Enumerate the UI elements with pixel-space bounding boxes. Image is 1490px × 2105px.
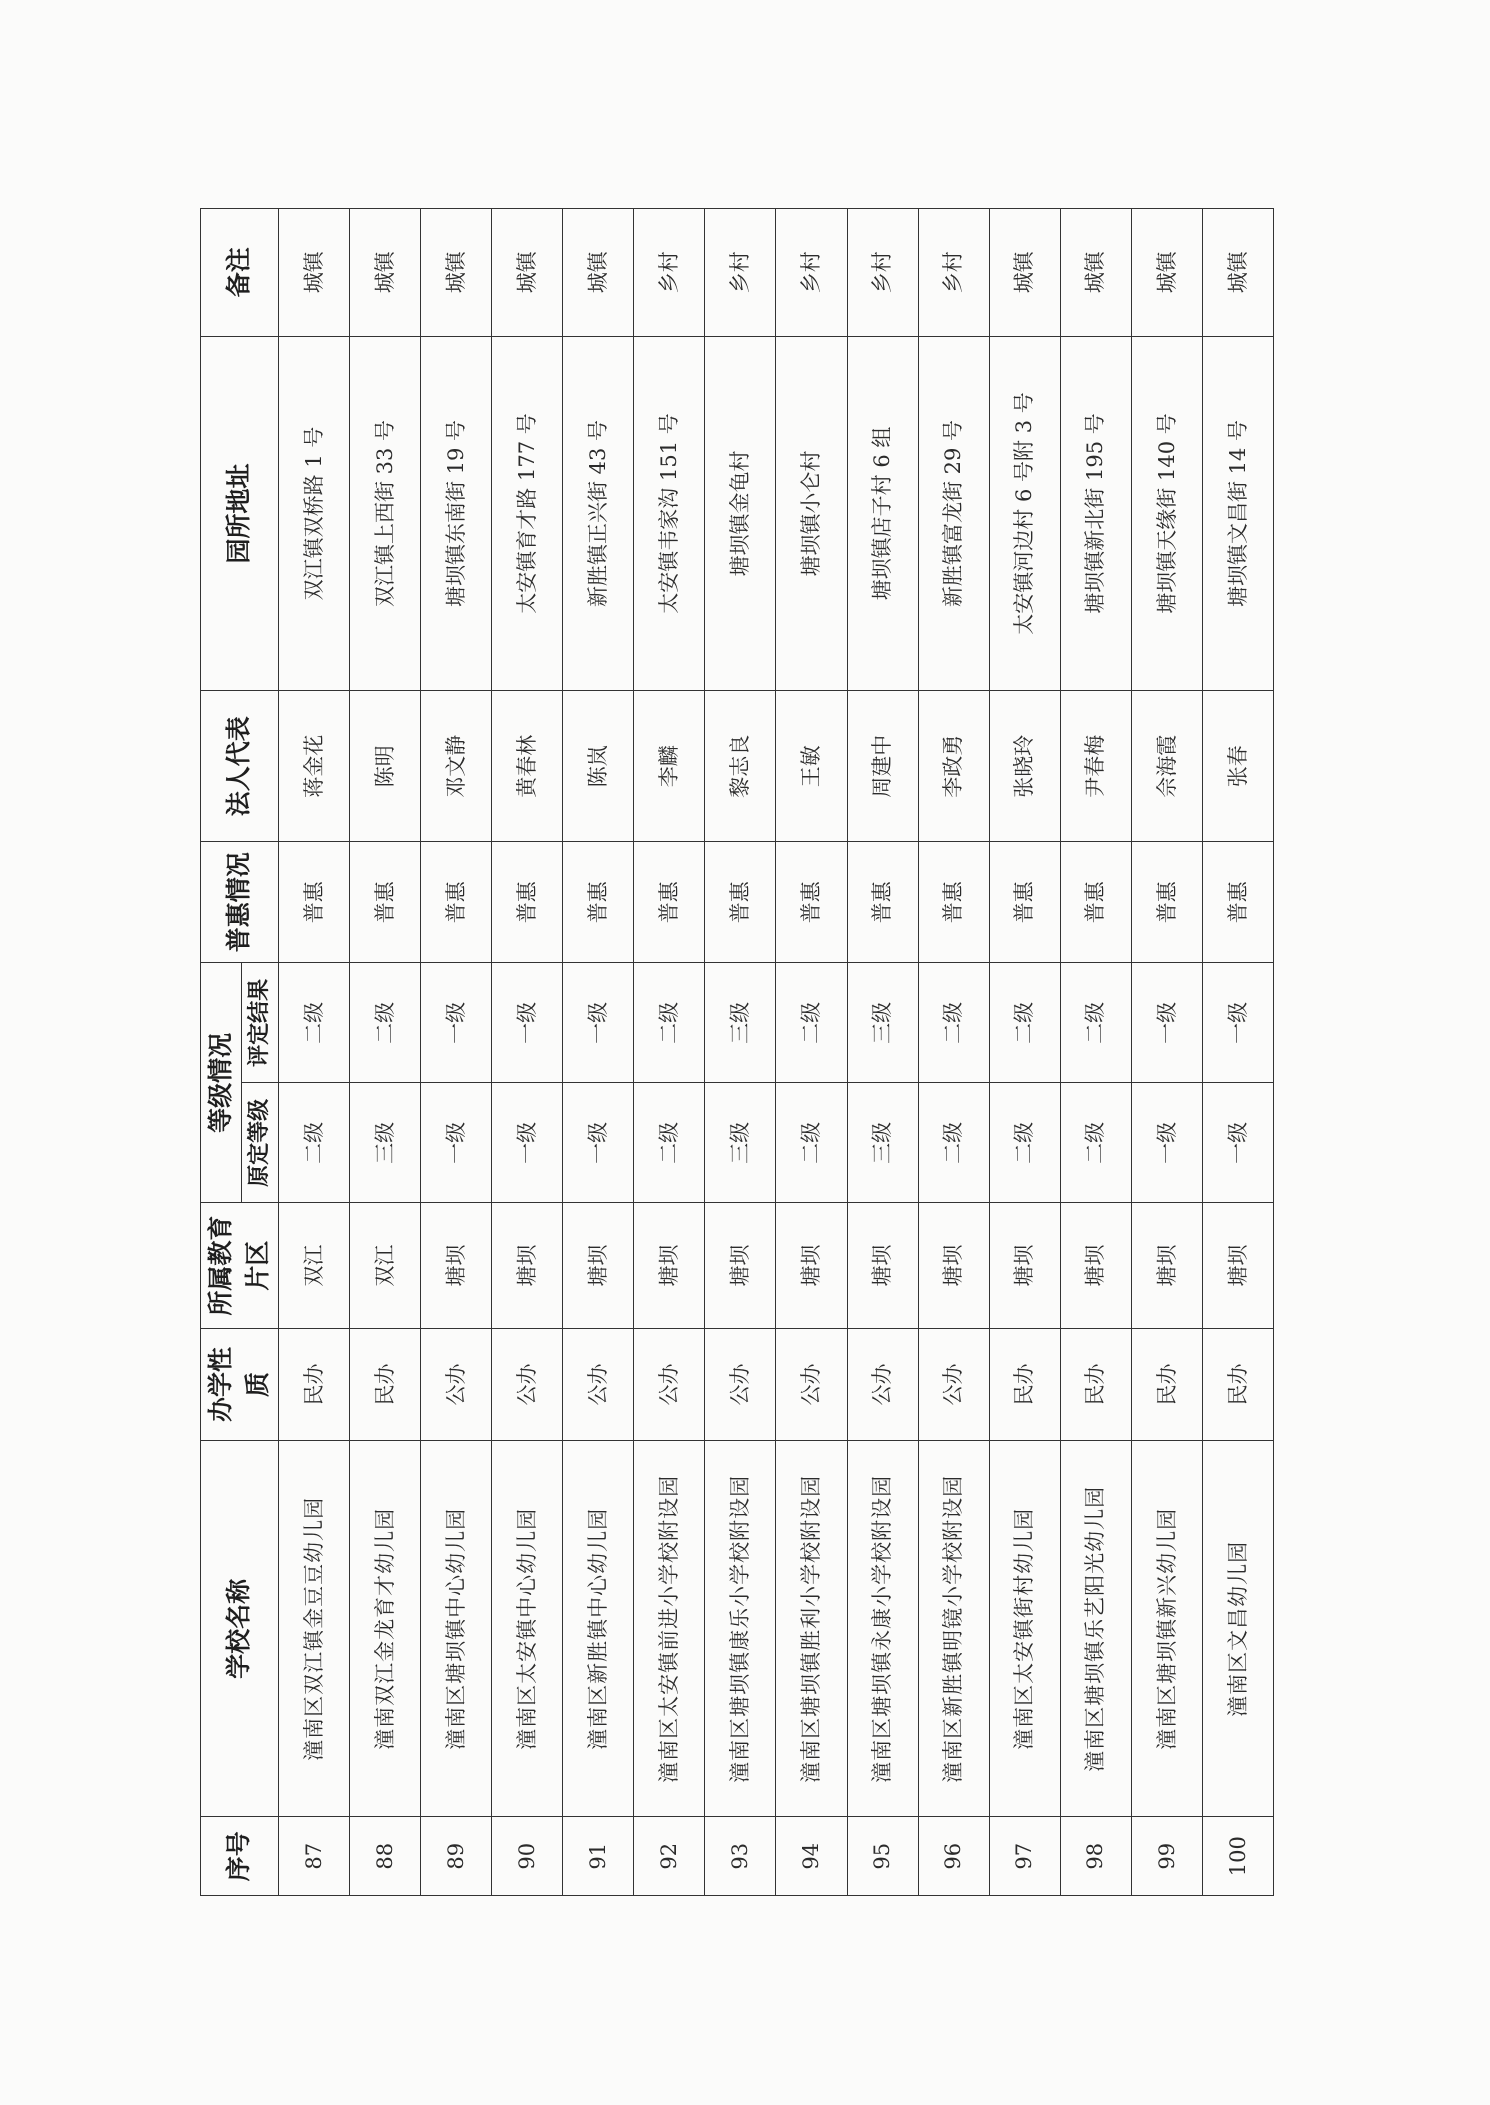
cell-legal-rep: 张春: [1202, 691, 1273, 842]
cell-school-name: 潼南区塘坝镇新兴幼儿园: [1131, 1441, 1202, 1817]
cell-address: 太安镇韦家沟 151 号: [634, 336, 705, 691]
header-legal-rep: 法人代表: [201, 691, 279, 842]
cell-legal-rep: 邓文静: [421, 691, 492, 842]
cell-orig-grade: 二级: [279, 1083, 350, 1203]
cell-district: 塘坝: [1060, 1203, 1131, 1328]
cell-nature: 公办: [492, 1328, 563, 1441]
cell-orig-grade: 二级: [1060, 1083, 1131, 1203]
cell-eval-result: 二级: [634, 963, 705, 1083]
cell-district: 双江: [350, 1203, 421, 1328]
cell-nature: 民办: [1060, 1328, 1131, 1441]
cell-eval-result: 一级: [1131, 963, 1202, 1083]
cell-nature: 公办: [563, 1328, 634, 1441]
cell-seq: 89: [421, 1817, 492, 1896]
cell-eval-result: 三级: [847, 963, 918, 1083]
cell-orig-grade: 二级: [776, 1083, 847, 1203]
cell-eval-result: 一级: [563, 963, 634, 1083]
cell-school-name: 潼南区太安镇中心幼儿园: [492, 1441, 563, 1817]
header-puhui: 普惠情况: [201, 842, 279, 963]
cell-puhui: 普惠: [421, 842, 492, 963]
cell-address: 双江镇上西街 33 号: [350, 336, 421, 691]
cell-puhui: 普惠: [1202, 842, 1273, 963]
cell-orig-grade: 二级: [634, 1083, 705, 1203]
cell-seq: 87: [279, 1817, 350, 1896]
cell-nature: 民办: [1131, 1328, 1202, 1441]
cell-eval-result: 二级: [918, 963, 989, 1083]
cell-eval-result: 二级: [1060, 963, 1131, 1083]
cell-school-name: 潼南区塘坝镇胜利小学校附设园: [776, 1441, 847, 1817]
cell-eval-result: 三级: [705, 963, 776, 1083]
header-grade-group: 等级情况: [201, 963, 242, 1203]
cell-nature: 公办: [847, 1328, 918, 1441]
cell-nature: 公办: [776, 1328, 847, 1441]
cell-district: 塘坝: [989, 1203, 1060, 1328]
cell-school-name: 潼南区塘坝镇康乐小学校附设园: [705, 1441, 776, 1817]
table-row: [1060, 209, 1131, 1896]
cell-legal-rep: 王敏: [776, 691, 847, 842]
cell-remark: 城镇: [1202, 209, 1273, 337]
cell-district: 双江: [279, 1203, 350, 1328]
cell-address: 塘坝镇店子村 6 组: [847, 336, 918, 691]
cell-nature: 公办: [634, 1328, 705, 1441]
cell-orig-grade: 一级: [421, 1083, 492, 1203]
cell-eval-result: 二级: [350, 963, 421, 1083]
cell-remark: 城镇: [1060, 209, 1131, 337]
cell-orig-grade: 三级: [705, 1083, 776, 1203]
cell-seq: 95: [847, 1817, 918, 1896]
cell-orig-grade: 一级: [492, 1083, 563, 1203]
cell-school-name: 潼南区塘坝镇乐艺阳光幼儿园: [1060, 1441, 1131, 1817]
cell-address: 塘坝镇新北街 195 号: [1060, 336, 1131, 691]
cell-orig-grade: 三级: [350, 1083, 421, 1203]
cell-school-name: 潼南区新胜镇中心幼儿园: [563, 1441, 634, 1817]
header-nature: 办学性质: [201, 1328, 279, 1441]
cell-remark: 城镇: [1131, 209, 1202, 337]
table-row: [279, 209, 350, 1896]
cell-puhui: 普惠: [492, 842, 563, 963]
cell-seq: 91: [563, 1817, 634, 1896]
table-row: [847, 209, 918, 1896]
cell-address: 双江镇双桥路 1 号: [279, 336, 350, 691]
table-row: [918, 209, 989, 1896]
header-eval-result: 评定结果: [242, 963, 279, 1083]
cell-seq: 90: [492, 1817, 563, 1896]
cell-seq: 99: [1131, 1817, 1202, 1896]
table-row: [421, 209, 492, 1896]
cell-school-name: 潼南区太安镇前进小学校附设园: [634, 1441, 705, 1817]
cell-remark: 城镇: [421, 209, 492, 337]
cell-puhui: 普惠: [350, 842, 421, 963]
cell-district: 塘坝: [421, 1203, 492, 1328]
cell-puhui: 普惠: [1131, 842, 1202, 963]
header-school-name: 学校名称: [201, 1441, 279, 1817]
cell-remark: 城镇: [279, 209, 350, 337]
cell-school-name: 潼南区新胜镇明镜小学校附设园: [918, 1441, 989, 1817]
cell-address: 塘坝镇东南街 19 号: [421, 336, 492, 691]
cell-remark: 乡村: [634, 209, 705, 337]
cell-puhui: 普惠: [279, 842, 350, 963]
cell-eval-result: 二级: [989, 963, 1060, 1083]
cell-orig-grade: 二级: [918, 1083, 989, 1203]
cell-puhui: 普惠: [776, 842, 847, 963]
cell-nature: 民办: [989, 1328, 1060, 1441]
cell-address: 新胜镇富龙街 29 号: [918, 336, 989, 691]
cell-nature: 公办: [421, 1328, 492, 1441]
table-row: [1202, 209, 1273, 1896]
cell-nature: 公办: [918, 1328, 989, 1441]
cell-orig-grade: 一级: [1202, 1083, 1273, 1203]
cell-seq: 94: [776, 1817, 847, 1896]
cell-puhui: 普惠: [847, 842, 918, 963]
table-row: [634, 209, 705, 1896]
table-row: [563, 209, 634, 1896]
rotated-table-wrapper: [200, 208, 1274, 1896]
cell-remark: 乡村: [776, 209, 847, 337]
cell-nature: 民办: [279, 1328, 350, 1441]
cell-eval-result: 一级: [492, 963, 563, 1083]
cell-remark: 乡村: [705, 209, 776, 337]
cell-legal-rep: 李政勇: [918, 691, 989, 842]
cell-address: 太安镇河边村 6 号附 3 号: [989, 336, 1060, 691]
table-row: [1131, 209, 1202, 1896]
cell-orig-grade: 三级: [847, 1083, 918, 1203]
cell-puhui: 普惠: [705, 842, 776, 963]
cell-remark: 城镇: [563, 209, 634, 337]
cell-puhui: 普惠: [634, 842, 705, 963]
cell-orig-grade: 一级: [1131, 1083, 1202, 1203]
cell-legal-rep: 黄春林: [492, 691, 563, 842]
cell-puhui: 普惠: [563, 842, 634, 963]
cell-puhui: 普惠: [918, 842, 989, 963]
cell-orig-grade: 一级: [563, 1083, 634, 1203]
header-remark: 备注: [201, 209, 279, 337]
table-row: [989, 209, 1060, 1896]
cell-legal-rep: 尹春梅: [1060, 691, 1131, 842]
cell-remark: 乡村: [847, 209, 918, 337]
cell-school-name: 潼南区文昌幼儿园: [1202, 1441, 1273, 1817]
cell-legal-rep: 李麟: [634, 691, 705, 842]
cell-seq: 100: [1202, 1817, 1273, 1896]
cell-eval-result: 二级: [776, 963, 847, 1083]
header-seq: 序号: [201, 1817, 279, 1896]
cell-address: 塘坝镇文昌街 14 号: [1202, 336, 1273, 691]
table-row: [492, 209, 563, 1896]
cell-legal-rep: 蒋金花: [279, 691, 350, 842]
cell-address: 太安镇育才路 177 号: [492, 336, 563, 691]
cell-district: 塘坝: [918, 1203, 989, 1328]
cell-seq: 97: [989, 1817, 1060, 1896]
cell-legal-rep: 张晓玲: [989, 691, 1060, 842]
table-body: [279, 209, 1274, 1896]
cell-district: 塘坝: [634, 1203, 705, 1328]
cell-orig-grade: 二级: [989, 1083, 1060, 1203]
table-row: [350, 209, 421, 1896]
cell-address: 塘坝镇天缘街 140 号: [1131, 336, 1202, 691]
cell-eval-result: 一级: [1202, 963, 1273, 1083]
cell-seq: 93: [705, 1817, 776, 1896]
cell-school-name: 潼南区太安镇街村幼儿园: [989, 1441, 1060, 1817]
cell-remark: 乡村: [918, 209, 989, 337]
cell-district: 塘坝: [847, 1203, 918, 1328]
header-orig-grade: 原定等级: [242, 1083, 279, 1203]
header-row-1: [201, 209, 242, 1896]
table-row: [776, 209, 847, 1896]
cell-school-name: 潼南区双江镇金豆豆幼儿园: [279, 1441, 350, 1817]
cell-remark: 城镇: [989, 209, 1060, 337]
cell-seq: 92: [634, 1817, 705, 1896]
cell-legal-rep: 佘海霞: [1131, 691, 1202, 842]
cell-nature: 民办: [350, 1328, 421, 1441]
cell-legal-rep: 黎志良: [705, 691, 776, 842]
cell-nature: 民办: [1202, 1328, 1273, 1441]
cell-puhui: 普惠: [1060, 842, 1131, 963]
cell-school-name: 潼南区塘坝镇永康小学校附设园: [847, 1441, 918, 1817]
cell-address: 新胜镇正兴街 43 号: [563, 336, 634, 691]
cell-legal-rep: 陈明: [350, 691, 421, 842]
kindergarten-table: [200, 208, 1274, 1896]
cell-remark: 城镇: [492, 209, 563, 337]
cell-school-name: 潼南双江金龙育才幼儿园: [350, 1441, 421, 1817]
cell-eval-result: 一级: [421, 963, 492, 1083]
table-row: [705, 209, 776, 1896]
cell-district: 塘坝: [1202, 1203, 1273, 1328]
cell-address: 塘坝镇金龟村: [705, 336, 776, 691]
cell-address: 塘坝镇小仑村: [776, 336, 847, 691]
cell-seq: 98: [1060, 1817, 1131, 1896]
cell-school-name: 潼南区塘坝镇中心幼儿园: [421, 1441, 492, 1817]
cell-legal-rep: 陈岚: [563, 691, 634, 842]
cell-eval-result: 二级: [279, 963, 350, 1083]
cell-seq: 96: [918, 1817, 989, 1896]
cell-district: 塘坝: [492, 1203, 563, 1328]
cell-district: 塘坝: [776, 1203, 847, 1328]
header-address: 园所地址: [201, 336, 279, 691]
cell-district: 塘坝: [563, 1203, 634, 1328]
cell-district: 塘坝: [1131, 1203, 1202, 1328]
cell-seq: 88: [350, 1817, 421, 1896]
cell-district: 塘坝: [705, 1203, 776, 1328]
cell-legal-rep: 周建中: [847, 691, 918, 842]
cell-puhui: 普惠: [989, 842, 1060, 963]
cell-nature: 公办: [705, 1328, 776, 1441]
header-district: 所属教育片区: [201, 1203, 279, 1328]
cell-remark: 城镇: [350, 209, 421, 337]
